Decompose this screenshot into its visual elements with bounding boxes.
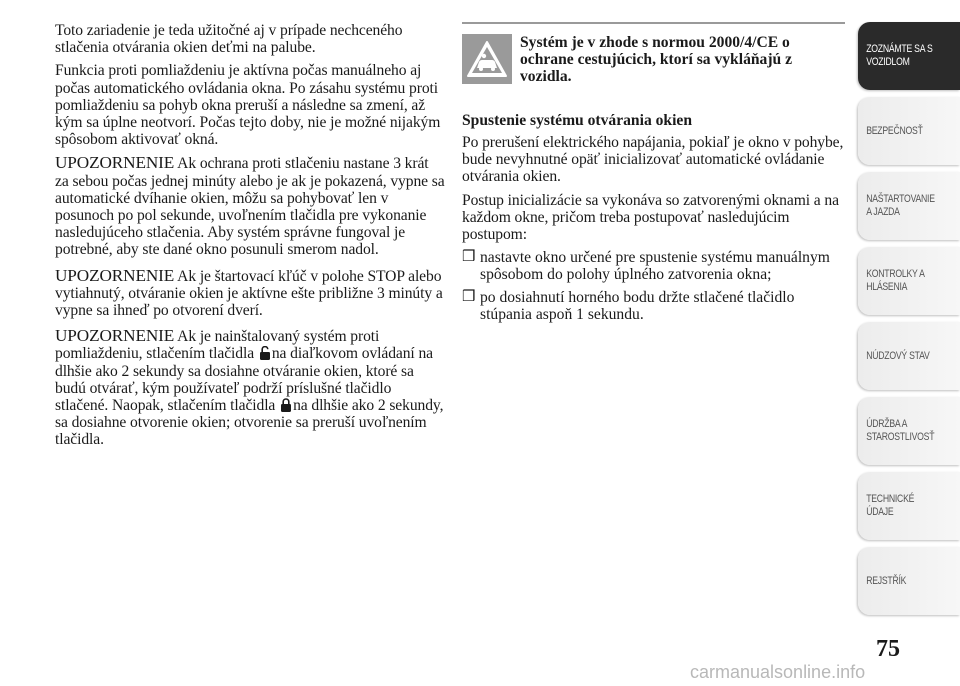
list-item [462, 289, 845, 323]
list-item-text: nastavte okno určené pre spustenie systému manuálnym spôsobom do polohy úplného zatvorenia okna; [480, 249, 830, 284]
chapter-tabs [858, 22, 960, 622]
warning-label: UPOZORNENIE [55, 326, 175, 346]
warning-label: UPOZORNENIE [55, 153, 175, 173]
tab-technicke-udaje[interactable] [858, 472, 960, 540]
tab-label: BEZPEČNOSŤ [866, 124, 923, 137]
unlock-padlock-icon [259, 346, 271, 360]
warning-3 [55, 327, 445, 448]
tab-label: NÚDZOVÝ STAV [866, 349, 930, 362]
paragraph-anti-pinch: Funkcia proti pomliaždeniu je aktívna počas manuálneho aj počas automatického ovládania okna. Po zásahu systému proti pomliaždeniu sa pohyb okna preruší a následne sa zmení, až kým sa úplne neotvorí. Počas tejto doby, nie je možné nijakým spôsobom aktivovať okná. [55, 62, 441, 149]
tab-nastartovanie[interactable] [858, 172, 960, 240]
section-heading: Spustenie systému otvárania okien [462, 112, 693, 129]
tab-label: ZOZNÁMTE SA S VOZIDLOM [866, 43, 933, 68]
right-column [462, 22, 845, 328]
list-item [462, 249, 845, 283]
paragraph-init-procedure: Postup inicializácie sa vykonáva so zatvorenými oknami a na každom okne, pričom treba postupovať nasledujúcim postupom: [462, 191, 839, 244]
bullet-box-icon: ❒ [462, 249, 476, 266]
tab-bezpecnost[interactable] [858, 97, 960, 165]
warning-text: Ak ochrana proti stlačeniu nastane 3 krát za sebou počas jednej minúty alebo je ak je pokazená, vypne sa automatické dvíhanie okien, môžu sa pohybovať len v posunoch po pol sekunde, uvoľnením tlačidla pre vykonanie nasledujúceho stlačenia. Aby systém správne fungoval je potrebné, aby ste dané okno posunuli smerom nadol. [55, 155, 445, 259]
tab-kontrolky[interactable] [858, 247, 960, 315]
list-item-text: po dosiahnutí horného bodu držte stlačené tlačidlo stúpania aspoň 1 sekundu. [480, 288, 795, 323]
tab-label: REJSTŘÍK [866, 574, 907, 587]
warning-1 [55, 154, 445, 258]
tab-label: TECHNICKÉ ÚDAJE [866, 493, 915, 518]
page-number: 75 [876, 636, 900, 662]
warning-text: na dlhšie ako 2 sekundy, sa dosiahne otvorenie okien; otvorenie sa preruší uvoľnením tlačidla. [55, 397, 444, 449]
lock-padlock-icon [280, 398, 292, 412]
left-column [55, 22, 445, 457]
note-box [462, 22, 845, 96]
paragraph-power-interrupt: Po prerušení elektrického napájania, pokiaľ je okno v pohybe, bude nevyhnutné opäť inicializovať automatické ovládanie otvárania okien. [462, 134, 844, 186]
tab-udrzba[interactable] [858, 397, 960, 465]
tab-label: KONTROLKY A HLÁSENIA [866, 268, 925, 293]
warning-text: na diaľkovom ovládaní na dlhšie ako 2 sekundy sa dosiahne otváranie okien, ktoré sa budú otvárať, kým používateľ podrží príslušné tlačidlo stlačené. Naopak, stlačením tlačidla [55, 345, 433, 415]
warning-label: UPOZORNENIE [55, 265, 175, 285]
paragraph-child-safety: Toto zariadenie je teda užitočné aj v prípade nechceného stlačenia otvárania okien deťmi na palube. [55, 22, 403, 57]
tab-zoznamte-sa[interactable] [858, 22, 960, 90]
warning-2 [55, 267, 445, 320]
warning-text: Ak je nainštalovaný systém proti pomliaždeniu, stlačením tlačidla [55, 328, 380, 363]
tab-rejstrik[interactable] [858, 547, 960, 615]
note-text: Systém je v zhode s normou 2000/4/CE o ochrane cestujúcich, ktorí sa vykláňajú z vozidla. [520, 34, 793, 85]
tab-label: ÚDRŽBA A STAROSTLIVOSŤ [866, 418, 935, 443]
bullet-box-icon: ❒ [462, 288, 476, 305]
watermark: carmanualsonline.info [690, 662, 866, 682]
procedure-list [462, 249, 845, 323]
warning-text: Ak je štartovací kľúč v polohe STOP alebo vytiahnutý, otváranie okien je aktívne ešte približne 3 minúty a vypne sa ihneď po otvorení dverí. [55, 267, 443, 320]
warning-triangle-icon [462, 34, 512, 84]
tab-label: NAŠTARTOVANIE A JAZDA [866, 193, 935, 218]
tab-nudzovy-stav[interactable] [858, 322, 960, 390]
